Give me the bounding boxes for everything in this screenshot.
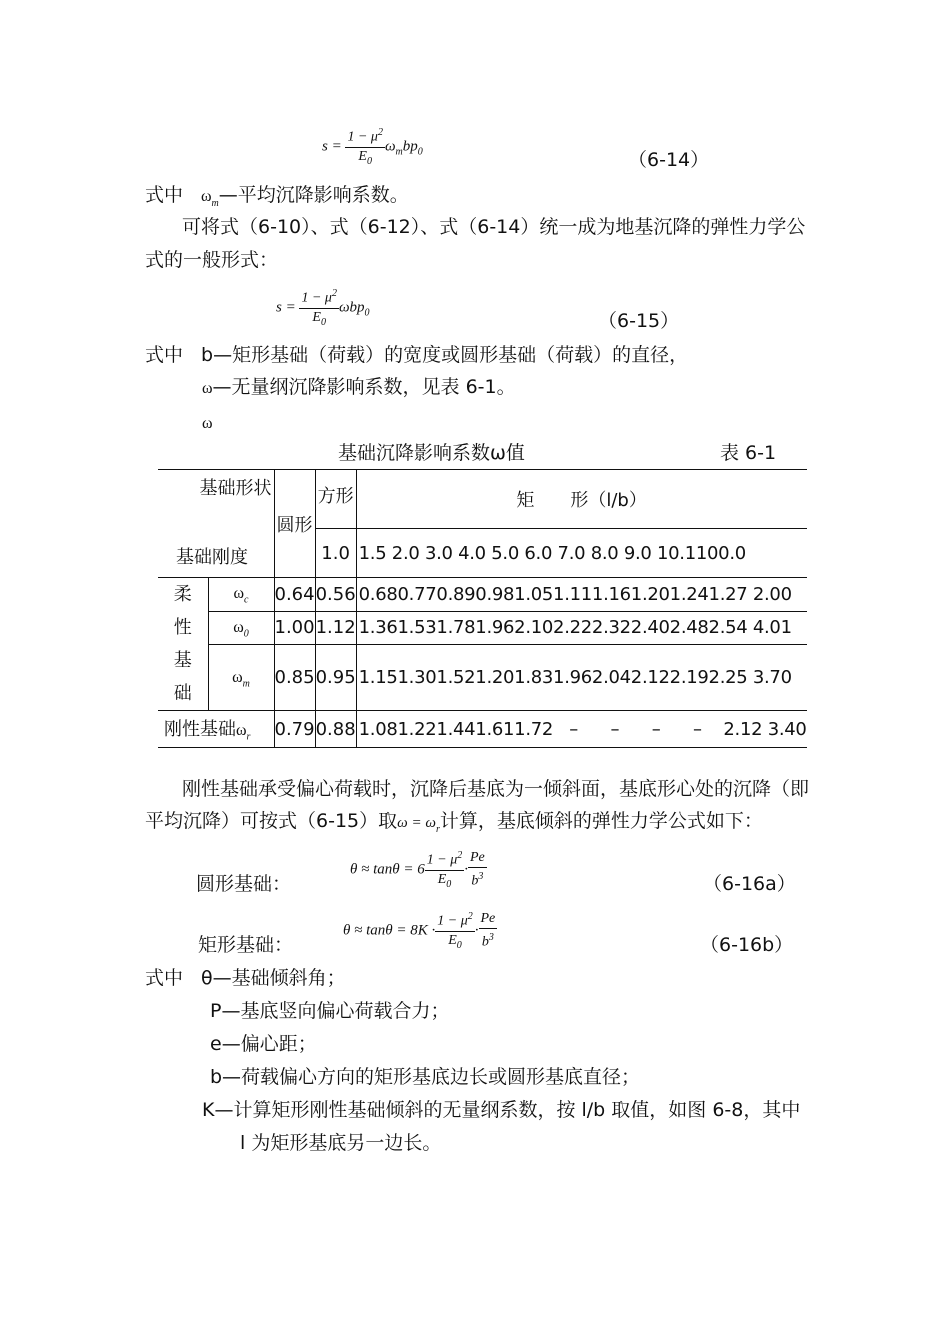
paragraph-2-line-1: 刚性基础承受偏心荷载时，沉降后基底为一倾斜面，基底形心处的沉降（即 bbox=[182, 778, 810, 800]
equation-label-6-14: （6-14） bbox=[628, 149, 710, 171]
table-row-values: 1.361.531.781.962.102.222.322.402.482.54 4.01 bbox=[356, 611, 806, 645]
table-caption: 基础沉降影响系数ω值 bbox=[338, 442, 525, 464]
eq-lhs: s = bbox=[322, 138, 342, 155]
equation-label-6-16b: （6-16b） bbox=[700, 934, 794, 956]
where-item-k-continued: l 为矩形基底另一边长。 bbox=[240, 1132, 442, 1154]
lb-square: 1.0 bbox=[315, 529, 356, 578]
label-rectangular: 矩形基础： bbox=[198, 934, 294, 956]
where-line-3: ω—无量纲沉降影响系数，见表 6-1。 bbox=[202, 376, 516, 398]
table-row-values: 0.680.770.890.981.051.111.161.201.241.27 2.00 bbox=[356, 578, 806, 612]
table-cell: 0.95 bbox=[315, 645, 356, 711]
where-item-b: b—荷载偏心方向的矩形基底边长或圆形基底直径； bbox=[210, 1066, 641, 1088]
where-item-e: e—偏心距； bbox=[210, 1033, 317, 1055]
paragraph-2-line-2: 平均沉降）可按式（6-15）取$\omega = \omega_r$计算，基底倾斜的弹性力学公式如下： bbox=[145, 810, 763, 835]
header-square: 方形 bbox=[315, 470, 356, 529]
table-cell: 0.56 bbox=[315, 578, 356, 612]
table-row-values: 1.151.301.521.201.831.962.042.122.192.25 3.70 bbox=[356, 645, 806, 711]
where-line-4: 式中 θ—基础倾斜角； bbox=[145, 967, 346, 989]
symbol-omega-c: $\omega_c$ bbox=[208, 578, 274, 612]
table-cell: 0.64 bbox=[274, 578, 315, 612]
header-shape: 基础形状 bbox=[199, 478, 272, 499]
equation-6-14: s = $\frac{1 - \mu^2}{E_0}$ $\omega_mbp_0$ bbox=[322, 124, 423, 170]
where-item-p: P—基底竖向偏心荷载合力； bbox=[210, 1000, 450, 1022]
label-circular: 圆形基础： bbox=[196, 873, 292, 895]
header-rectangle: 矩 形（l/b） bbox=[356, 470, 806, 529]
paragraph-1-line-2: 式的一般形式： bbox=[145, 249, 279, 271]
table-row-values: 1.081.221.441.611.72 – – – – 2.12 3.40 bbox=[356, 711, 806, 748]
coefficient-table bbox=[158, 469, 807, 748]
header-rigidity: 基础刚度 bbox=[176, 547, 248, 568]
table-cell: 0.79 bbox=[274, 711, 315, 748]
rigid-label: 刚性基础$\omega_r$ bbox=[158, 711, 274, 748]
header-corner bbox=[158, 470, 274, 578]
symbol-omega-0: $\omega_0$ bbox=[208, 611, 274, 645]
lb-values: 1.5 2.0 3.0 4.0 5.0 6.0 7.0 8.0 9.0 10.1100.0 bbox=[356, 529, 806, 578]
equation-6-15: s = $\frac{1 - \mu^2}{E_0}$ ωbp$_0$ bbox=[276, 285, 370, 331]
symbol-omega-m: $\omega_m$ bbox=[208, 645, 274, 711]
flexible-label: 柔 性 基 础 bbox=[158, 578, 208, 711]
table-cell: 0.85 bbox=[274, 645, 315, 711]
where-item-k: K—计算矩形刚性基础倾斜的无量纲系数，按 l/b 取值，如图 6-8，其中 bbox=[202, 1099, 801, 1121]
header-circle: 圆形 bbox=[274, 470, 315, 578]
table-cell: 0.88 bbox=[315, 711, 356, 748]
table-cell: 1.12 bbox=[315, 611, 356, 645]
where-line-2: 式中 b—矩形基础（荷载）的宽度或圆形基础（荷载）的直径， bbox=[145, 344, 689, 366]
table-cell: 1.00 bbox=[274, 611, 315, 645]
equation-label-6-16a: （6-16a） bbox=[703, 873, 796, 895]
lone-omega: ω bbox=[202, 415, 213, 432]
equation-label-6-15: （6-15） bbox=[598, 310, 680, 332]
where-line-1: 式中 $\omega_m—$平均沉降影响系数。 bbox=[145, 184, 409, 209]
paragraph-1-line-1: 可将式（6-10）、式（6-12）、式（6-14）统一成为地基沉降的弹性力学公 bbox=[182, 216, 806, 238]
equation-6-16b: θ ≈ tanθ = 8K · $\frac{1 - \mu^2}{E_0}$ · $\frac{Pe}{b^3}$ bbox=[343, 908, 497, 954]
table-number: 表 6-1 bbox=[720, 442, 777, 464]
eq-fraction: $\frac{1 - \mu^2}{E_0}$ bbox=[345, 124, 384, 170]
equation-6-16a: θ ≈ tanθ = 6 $\frac{1 - \mu^2}{E_0}$ · $\frac{Pe}{b^3}$ bbox=[350, 847, 487, 893]
